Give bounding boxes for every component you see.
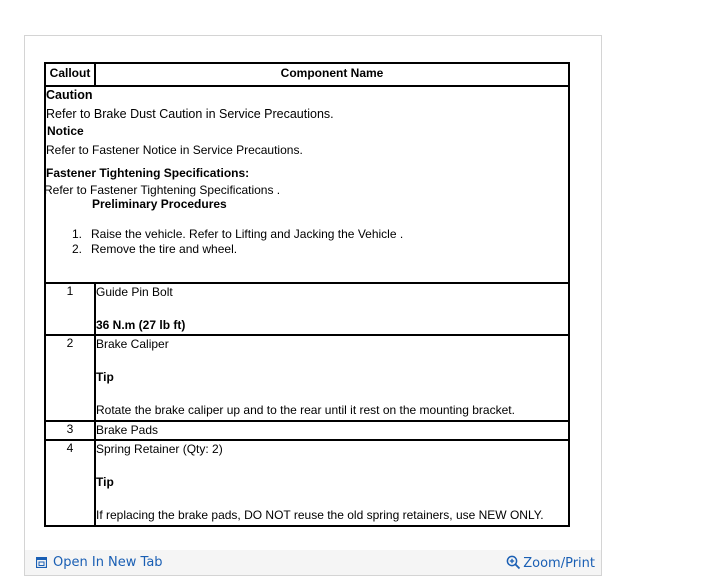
intro-cell bbox=[45, 86, 569, 283]
preliminary-procedures-title: Preliminary Procedures bbox=[92, 197, 227, 211]
open-new-tab-link[interactable] bbox=[36, 555, 163, 570]
document-footer bbox=[24, 550, 602, 576]
tip-label: Tip bbox=[96, 370, 114, 384]
callout-number: 4 bbox=[45, 440, 95, 526]
caution-title: Caution bbox=[46, 88, 93, 102]
open-new-tab-icon bbox=[36, 557, 47, 568]
notice-text: Refer to Fastener Notice in Service Precautions. bbox=[46, 143, 303, 157]
callout-number: 2 bbox=[45, 335, 95, 421]
tip-text: If replacing the brake pads, DO NOT reuse the old spring retainers, use NEW ONLY. bbox=[96, 508, 544, 522]
table-row bbox=[45, 421, 569, 440]
component-cell bbox=[95, 440, 569, 526]
header-component-name: Component Name bbox=[95, 63, 569, 86]
step-text: Raise the vehicle. Refer to Lifting and Jacking the Vehicle . bbox=[91, 227, 404, 241]
table-row bbox=[45, 283, 569, 335]
callout-number: 3 bbox=[45, 421, 95, 440]
fastener-text: Refer to Fastener Tightening Specifications . bbox=[44, 183, 281, 197]
component-table bbox=[44, 62, 570, 527]
procedure-steps bbox=[46, 227, 568, 257]
zoom-print-label: Zoom/Print bbox=[523, 556, 595, 571]
component-name: Brake Caliper bbox=[96, 337, 169, 351]
step-number: 2. bbox=[71, 242, 82, 256]
step-number: 1. bbox=[71, 227, 82, 241]
component-name: Brake Pads bbox=[96, 423, 159, 437]
intro-row bbox=[45, 86, 569, 283]
table-row bbox=[45, 335, 569, 421]
notice-title: Notice bbox=[47, 124, 84, 138]
table-row bbox=[45, 440, 569, 526]
tip-label: Tip bbox=[96, 475, 114, 489]
open-new-tab-label: Open In New Tab bbox=[53, 555, 163, 570]
step-item bbox=[46, 242, 568, 257]
callout-number: 1 bbox=[45, 283, 95, 335]
zoom-print-link[interactable] bbox=[506, 553, 595, 571]
step-item bbox=[46, 227, 568, 242]
component-cell bbox=[95, 283, 569, 335]
zoom-in-icon bbox=[506, 555, 521, 570]
component-cell bbox=[95, 335, 569, 421]
table-header-row bbox=[45, 63, 569, 86]
component-name: Spring Retainer (Qty: 2) bbox=[96, 442, 223, 456]
component-cell bbox=[95, 421, 569, 440]
tip-text: Rotate the brake caliper up and to the rear until it rest on the mounting bracket. bbox=[96, 403, 515, 417]
step-text: Remove the tire and wheel. bbox=[91, 242, 238, 256]
fastener-title: Fastener Tightening Specifications: bbox=[46, 166, 250, 180]
component-name: Guide Pin Bolt bbox=[96, 285, 173, 299]
caution-text: Refer to Brake Dust Caution in Service Precautions. bbox=[46, 107, 334, 121]
torque-spec: 36 N.m (27 lb ft) bbox=[96, 318, 186, 332]
header-callout: Callout bbox=[45, 63, 95, 86]
